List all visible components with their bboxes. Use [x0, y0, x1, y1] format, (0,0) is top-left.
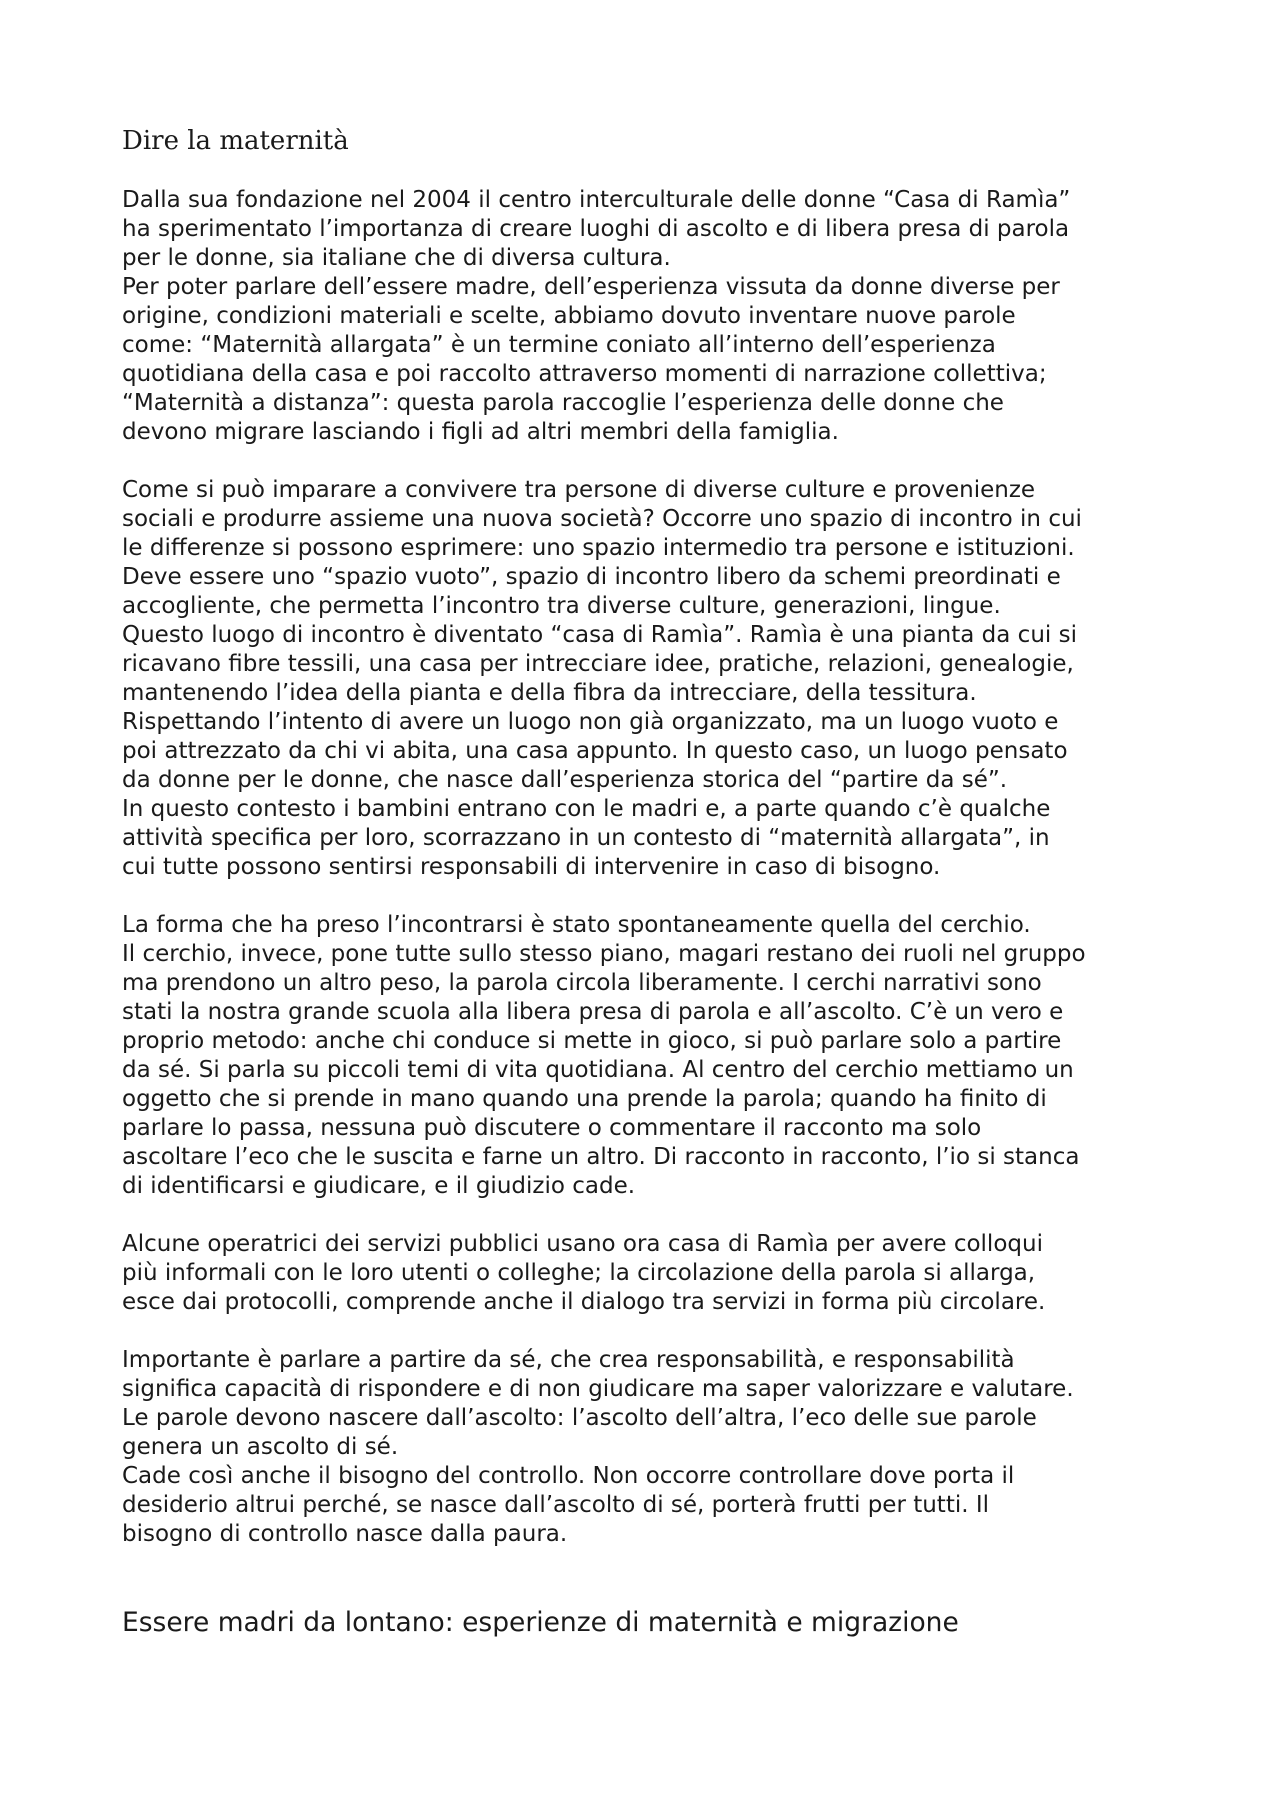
- text-line: di identificarsi e giudicare, e il giudizio cade.: [122, 1173, 636, 1199]
- document-title: Dire la maternità: [122, 126, 349, 156]
- text-line: In questo contesto i bambini entrano con le madri e, a parte quando c’è qualche: [122, 796, 1051, 822]
- text-line: Come si può imparare a convivere tra persone di diverse culture e provenienze: [122, 477, 1036, 503]
- text-line: come: “Maternità allargata” è un termine coniato all’interno dell’esperienza: [122, 332, 996, 358]
- text-line: da sé. Si parla su piccoli temi di vita quotidiana. Al centro del cerchio mettiamo un: [122, 1057, 1074, 1083]
- text-line: Per poter parlare dell’essere madre, dell’esperienza vissuta da donne diverse per: [122, 274, 1060, 300]
- text-line: poi attrezzato da chi vi abita, una casa appunto. In questo caso, un luogo pensato: [122, 738, 1068, 764]
- text-line: ascoltare l’eco che le suscita e farne un altro. Di racconto in racconto, l’io si stanca: [122, 1144, 1080, 1170]
- text-line: parlare lo passa, nessuna può discutere o commentare il racconto ma solo: [122, 1115, 982, 1141]
- text-line: significa capacità di rispondere e di non giudicare ma saper valorizzare e valutare.: [122, 1376, 1074, 1402]
- text-line: Dalla sua fondazione nel 2004 il centro interculturale delle donne “Casa di Ramìa”: [122, 187, 1071, 213]
- text-line: Deve essere uno “spazio vuoto”, spazio di incontro libero da schemi preordinati e: [122, 564, 1061, 590]
- text-line: bisogno di controllo nasce dalla paura.: [122, 1521, 568, 1547]
- text-line: devono migrare lasciando i figli ad altri membri della famiglia.: [122, 419, 839, 445]
- paragraph: [122, 1230, 1172, 1317]
- text-line: genera un ascolto di sé.: [122, 1434, 399, 1460]
- text-line: Questo luogo di incontro è diventato “casa di Ramìa”. Ramìa è una pianta da cui si: [122, 622, 1077, 648]
- text-line: da donne per le donne, che nasce dall’esperienza storica del “partire da sé”.: [122, 767, 1008, 793]
- text-line: ma prendono un altro peso, la parola circola liberamente. I cerchi narrativi sono: [122, 970, 1042, 996]
- text-line: Alcune operatrici dei servizi pubblici usano ora casa di Ramìa per avere colloqui: [122, 1231, 1043, 1257]
- text-line: sociali e produrre assieme una nuova società? Occorre uno spazio di incontro in cui: [122, 506, 1082, 532]
- text-line: le differenze si possono esprimere: uno spazio intermedio tra persone e istituzioni.: [122, 535, 1075, 561]
- text-line: Cade così anche il bisogno del controllo. Non occorre controllare dove porta il: [122, 1463, 1015, 1489]
- paragraph: [122, 911, 1172, 1201]
- text-line: attività specifica per loro, scorrazzano in un contesto di “maternità allargata”, in: [122, 825, 1050, 851]
- text-line: oggetto che si prende in mano quando una prende la parola; quando ha finito di: [122, 1086, 1047, 1112]
- text-line: cui tutte possono sentirsi responsabili di intervenire in caso di bisogno.: [122, 854, 941, 880]
- paragraph: [122, 1346, 1172, 1549]
- text-line: ha sperimentato l’importanza di creare luoghi di ascolto e di libera presa di parola: [122, 216, 1070, 242]
- text-line: per le donne, sia italiane che di diversa cultura.: [122, 245, 671, 271]
- paragraph: [122, 476, 1172, 882]
- text-line: Il cerchio, invece, pone tutte sullo stesso piano, magari restano dei ruoli nel gruppo: [122, 941, 1086, 967]
- document-body: [122, 186, 1172, 1578]
- text-line: esce dai protocolli, comprende anche il dialogo tra servizi in forma più circolare.: [122, 1289, 1046, 1315]
- text-line: stati la nostra grande scuola alla libera presa di parola e all’ascolto. C’è un vero e: [122, 999, 1064, 1025]
- text-line: “Maternità a distanza”: questa parola raccoglie l’esperienza delle donne che: [122, 390, 1004, 416]
- text-line: mantenendo l’idea della pianta e della fibra da intrecciare, della tessitura.: [122, 680, 977, 706]
- text-line: ricavano fibre tessili, una casa per intrecciare idee, pratiche, relazioni, genealogie,: [122, 651, 1074, 677]
- text-line: accogliente, che permetta l’incontro tra diverse culture, generazioni, lingue.: [122, 593, 1001, 619]
- text-line: desiderio altrui perché, se nasce dall’ascolto di sé, porterà frutti per tutti. Il: [122, 1492, 990, 1518]
- text-line: Importante è parlare a partire da sé, che crea responsabilità, e responsabilità: [122, 1347, 1015, 1373]
- text-line: proprio metodo: anche chi conduce si mette in gioco, si può parlare solo a partire: [122, 1028, 1062, 1054]
- text-line: Rispettando l’intento di avere un luogo non già organizzato, ma un luogo vuoto e: [122, 709, 1059, 735]
- text-line: La forma che ha preso l’incontrarsi è stato spontaneamente quella del cerchio.: [122, 912, 1031, 938]
- text-line: origine, condizioni materiali e scelte, abbiamo dovuto inventare nuove parole: [122, 303, 1016, 329]
- text-line: quotidiana della casa e poi raccolto attraverso momenti di narrazione collettiva;: [122, 361, 1047, 387]
- paragraph: [122, 186, 1172, 447]
- section-heading: Essere madri da lontano: esperienze di maternità e migrazione: [122, 1607, 959, 1638]
- text-line: più informali con le loro utenti o colleghe; la circolazione della parola si allarga,: [122, 1260, 1036, 1286]
- text-line: Le parole devono nascere dall’ascolto: l’ascolto dell’altra, l’eco delle sue parole: [122, 1405, 1037, 1431]
